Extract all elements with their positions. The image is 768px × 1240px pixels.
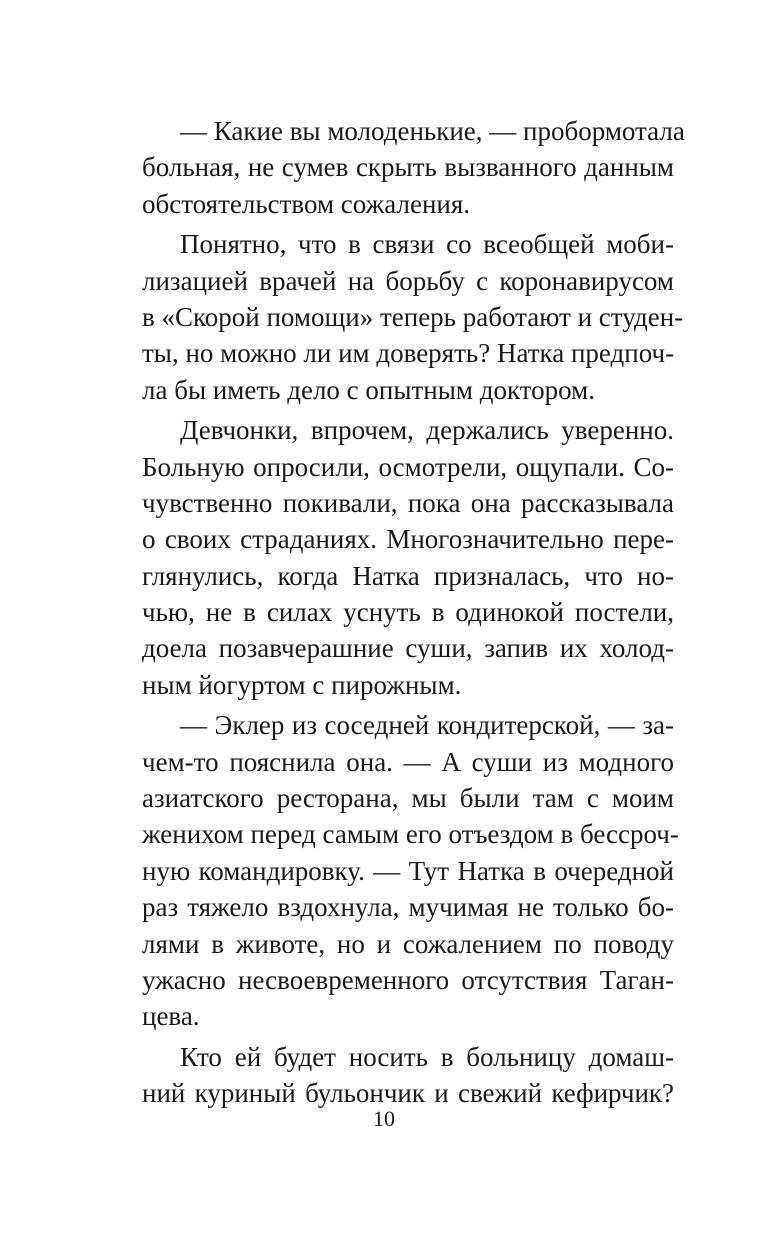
paragraph <box>142 113 685 222</box>
text-line: Больную опросили, осмотрели, ощупали. Со- <box>142 451 674 482</box>
text-line: чем-то пояснила она. — А суши из модного <box>142 746 674 777</box>
text-line: ний куриный бульончик и свежий кефирчик? <box>142 1078 674 1109</box>
text-line: доела позавчерашние суши, запив их холод- <box>142 633 674 664</box>
text-line: Кто ей будет носить в больницу домаш- <box>180 1041 674 1072</box>
text-line: чью, не в силах уснуть в одинокой постели, <box>142 597 674 628</box>
text-line: азиатского ресторана, мы были там с моим <box>142 783 674 814</box>
text-line: лизацией врачей на борьбу с коронавирусом <box>142 265 674 296</box>
text-line: ную командировку. — Тут Натка в очередной <box>142 855 674 886</box>
text-line: ным йогуртом с пирожным. <box>142 669 462 700</box>
paragraph <box>142 707 679 1035</box>
text-line: — Эклер из соседней кондитерской, — за- <box>180 710 674 741</box>
text-line: цева. <box>142 1001 200 1032</box>
paragraph <box>142 412 674 703</box>
page-number: 10 <box>373 1106 395 1131</box>
text-line: о своих страданиях. Многозначительно пере- <box>142 524 674 555</box>
text-line: Девчонки, впрочем, держались уверенно. <box>180 415 674 446</box>
text-line: женихом перед самым его отъездом в бессроч- <box>142 819 679 850</box>
text-line: Понятно, что в связи со всеобщей моби- <box>180 229 674 260</box>
text-line: глянулись, когда Натка призналась, что но- <box>142 560 674 591</box>
text-line: ужасно несвоевременного отсутствия Таган- <box>142 964 674 995</box>
text-line: лями в животе, но и сожалением по поводу <box>142 928 674 959</box>
paragraph <box>142 226 684 408</box>
body-text <box>142 113 685 1112</box>
text-line: — Какие вы молоденькие, — пробормотала <box>180 116 685 146</box>
text-line: больная, не сумев скрыть вызванного данным <box>142 152 674 183</box>
text-line: ты, но можно ли им доверять? Натка предпоч- <box>142 338 675 369</box>
paragraph <box>142 1039 674 1112</box>
text-line: чувственно покивали, пока она рассказывала <box>142 487 674 518</box>
text-line: раз тяжело вздохнула, мучимая не только бо- <box>142 892 674 923</box>
text-line: ла бы иметь дело с опытным доктором. <box>142 374 595 405</box>
text-line: в «Скорой помощи» теперь работают и студен- <box>142 301 684 332</box>
text-line: обстоятельством сожаления. <box>142 188 471 219</box>
